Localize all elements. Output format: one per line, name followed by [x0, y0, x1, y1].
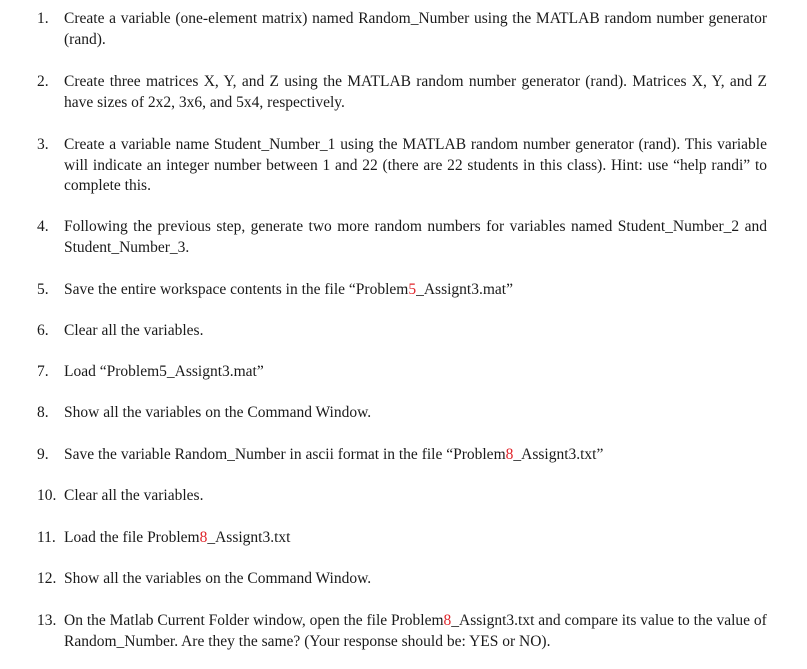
item-number: 12. [37, 570, 57, 587]
item-text-part: Load the file Problem [64, 529, 200, 546]
item-number: 11. [37, 529, 56, 546]
item-number: 13. [37, 612, 57, 629]
item-text: Create a variable name Student_Number_1 using the MATLAB random number generator (rand). This variable will indicate an integer number between 1 and 22 (there are 22 students in this class). Hint: use “help randi” to complete this. [64, 136, 767, 194]
item-text-part: Save the entire workspace contents in the file “Problem [64, 281, 409, 298]
highlighted-digit: 8 [505, 446, 514, 463]
item-number: 10. [37, 487, 57, 504]
list-item-12 [37, 569, 767, 590]
list-item-7 [37, 362, 767, 383]
item-number: 9. [37, 446, 49, 463]
item-text-part: Save the variable Random_Number in ascii format in the file “Problem [64, 446, 506, 463]
item-text-part: _Assignt3.txt” [513, 446, 604, 463]
list-item-13 [37, 611, 767, 652]
item-text: Load “Problem5_Assignt3.mat” [64, 363, 264, 380]
item-text-part: On the Matlab Current Folder window, open the file Problem [64, 612, 444, 629]
list-item-5 [37, 280, 767, 301]
item-text-part: _Assignt3.txt and compare its value to the value of Random_Number. Are they the same? (Your response should be: YES or NO). [64, 612, 767, 650]
item-text-part: _Assignt3.txt [207, 529, 291, 546]
list-item-1 [37, 9, 767, 50]
highlighted-digit: 5 [408, 281, 417, 298]
item-text: Show all the variables on the Command Window. [64, 404, 372, 421]
item-text [64, 528, 767, 549]
item-number: 8. [37, 404, 49, 421]
list-item-9 [37, 445, 767, 466]
list-item-11 [37, 528, 767, 549]
item-text [64, 611, 767, 652]
item-number: 6. [37, 322, 49, 339]
list-item-3 [37, 135, 767, 197]
list-item-8 [37, 403, 767, 424]
highlighted-digit: 8 [199, 529, 208, 546]
item-text: Following the previous step, generate two more random numbers for variables named Student_Number_2 and Student_Number_3. [64, 218, 767, 256]
item-number: 5. [37, 281, 49, 298]
item-number: 2. [37, 73, 49, 90]
list-item-6 [37, 321, 767, 342]
item-text: Create a variable (one-element matrix) named Random_Number using the MATLAB random number generator (rand). [64, 10, 767, 48]
item-text-part: _Assignt3.mat” [416, 281, 513, 298]
list-item-4 [37, 217, 767, 258]
item-text: Create three matrices X, Y, and Z using the MATLAB random number generator (rand). Matrices X, Y, and Z have sizes of 2x2, 3x6, and 5x4, respectively. [64, 73, 767, 111]
item-text: Show all the variables on the Command Window. [64, 570, 372, 587]
highlighted-digit: 8 [443, 612, 452, 629]
list-item-2 [37, 72, 767, 113]
item-text: Clear all the variables. [64, 487, 204, 504]
item-number: 7. [37, 363, 49, 380]
item-text [64, 445, 767, 466]
list-item-10 [37, 486, 767, 507]
item-number: 4. [37, 218, 49, 235]
item-number: 1. [37, 10, 49, 27]
item-number: 3. [37, 136, 49, 153]
item-text: Clear all the variables. [64, 322, 204, 339]
item-text [64, 280, 767, 301]
